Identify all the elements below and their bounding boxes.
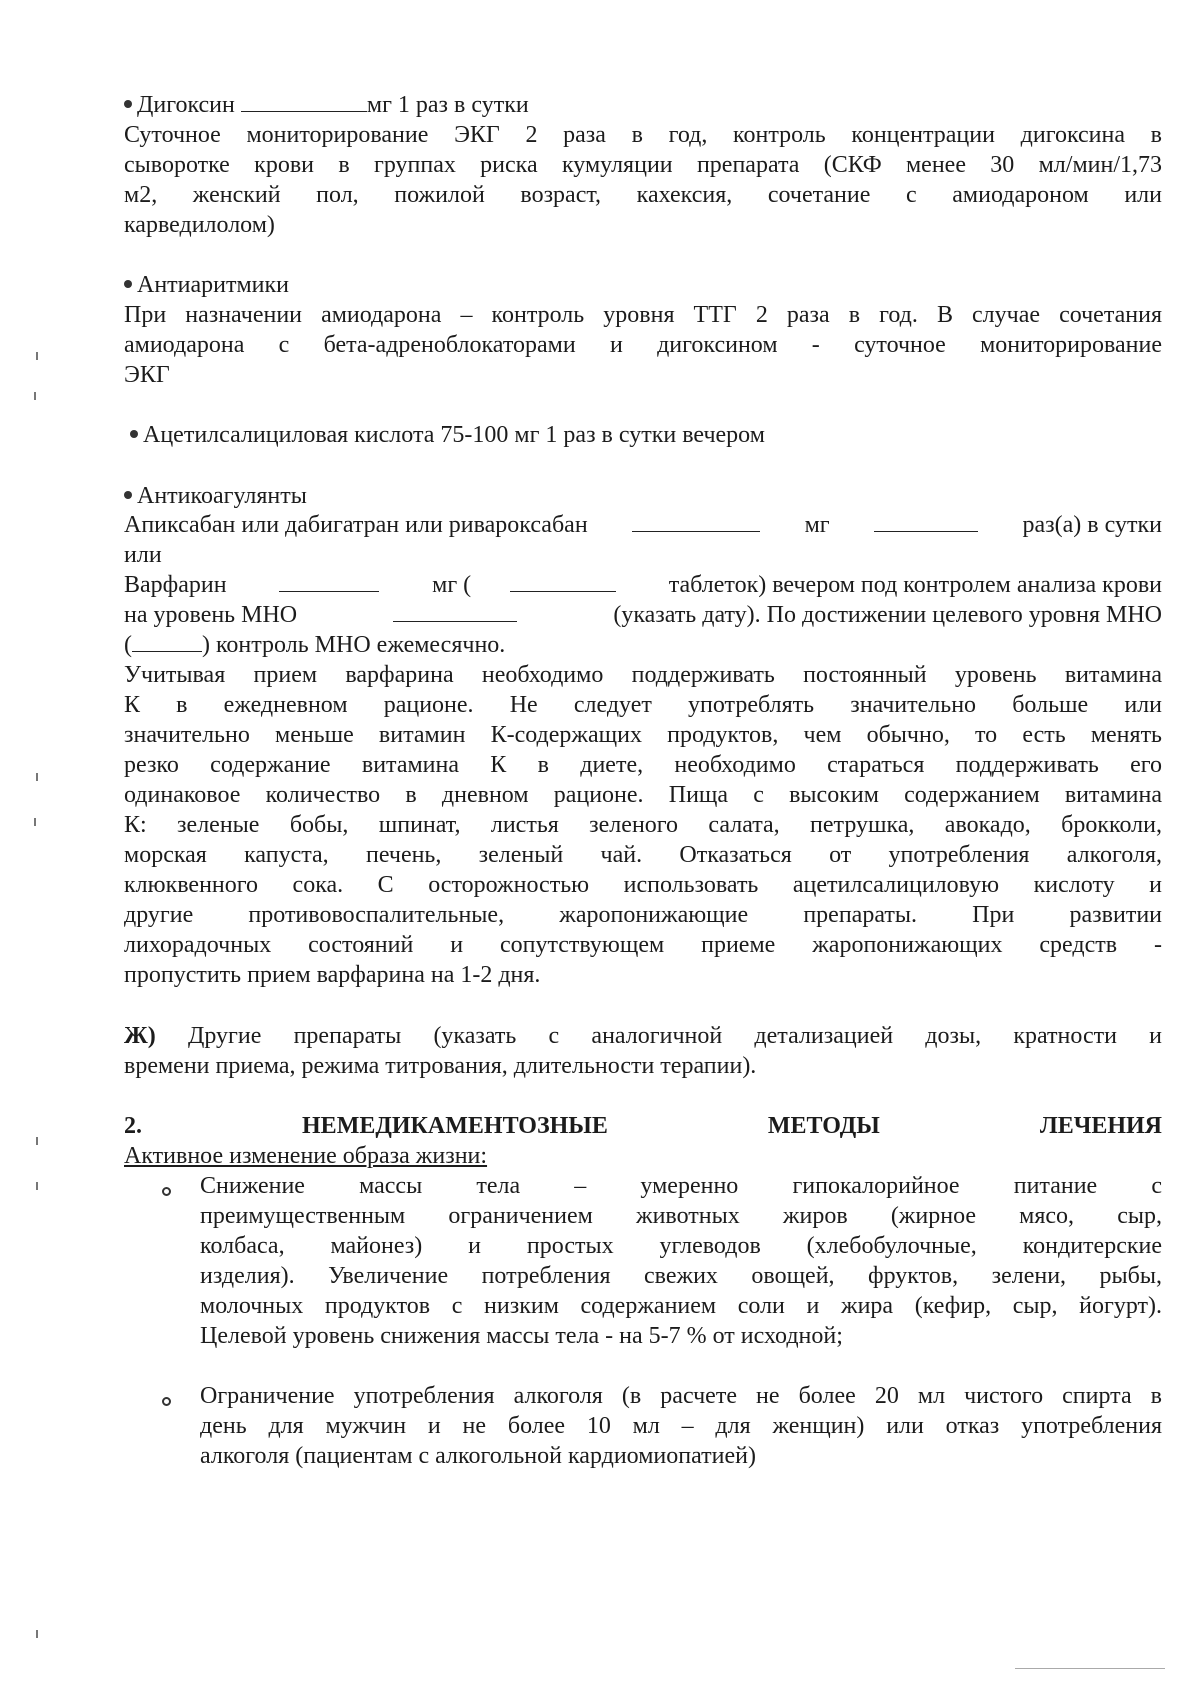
scan-mark: [34, 818, 36, 826]
paragraph-line: клюквенного сока. С осторожностью использовать ацетилсалициловую кислоту и: [124, 872, 1162, 898]
digoxin-title-line: [124, 90, 1162, 120]
paragraph-line: К: зеленые бобы, шпинат, листья зеленого салата, петрушка, авокадо, брокколи,: [124, 812, 1162, 838]
list-item-line: молочных продуктов с низким содержанием соли и жира (кефир, сыр, йогурт).: [200, 1293, 1162, 1319]
inr-line: [124, 600, 1162, 630]
inr-paren: (: [124, 632, 132, 658]
scan-mark: [36, 1137, 38, 1145]
bullet-icon: [162, 1184, 171, 1202]
doac-text: Апиксабан или дабигатран или ривароксабан: [124, 512, 588, 538]
list-item-line: преимущественным ограничением животных жиров (жирное мясо, сыр,: [200, 1203, 1162, 1229]
warfarin-line: [124, 570, 1162, 600]
digoxin-unit: мг 1 раз в сутки: [366, 92, 529, 118]
warfarin-text: таблеток) вечером под контролем анализа крови: [668, 572, 1162, 598]
list-item-line: изделия). Увеличение потребления свежих овощей, фруктов, зелени, рыбы,: [200, 1263, 1162, 1289]
bullet-icon: [130, 430, 138, 438]
other-drugs-label: Ж): [124, 1023, 156, 1049]
paragraph-line: ЭКГ: [124, 362, 170, 388]
bullet-icon: [124, 491, 132, 499]
list-item-line: алкоголя (пациентам с алкогольной кардиомиопатией): [200, 1443, 756, 1469]
scan-mark: [36, 1182, 38, 1190]
paragraph-line: м2, женский пол, пожилой возраст, кахексия, сочетание с амиодароном или: [124, 182, 1162, 208]
bullet-icon: [124, 280, 132, 288]
heading-word: НЕМЕДИКАМЕНТОЗНЫЕ: [302, 1113, 608, 1139]
paragraph-line: карведилолом): [124, 212, 275, 238]
warfarin-tablets-blank[interactable]: [510, 570, 616, 592]
doac-dose-blank[interactable]: [632, 510, 760, 532]
warfarin-unit: мг (: [432, 572, 472, 598]
scan-mark: [36, 1630, 38, 1638]
inr-label: на уровень МНО: [124, 602, 298, 628]
paragraph-line: Суточное мониторирование ЭКГ 2 раза в год, контроль концентрации дигоксина в: [124, 122, 1162, 148]
footer-rule: [1015, 1668, 1165, 1669]
paragraph-line: одинаковое количество в дневном рационе. Пища с высоким содержанием витамина: [124, 782, 1162, 808]
heading-word: МЕТОДЫ: [767, 1113, 880, 1139]
paragraph-line: резко содержание витамина К в диете, необходимо стараться поддерживать его: [124, 752, 1162, 778]
scan-mark: [34, 392, 36, 400]
paragraph-line: значительно меньше витамин К-содержащих продуктов, чем обычно, то есть менять: [124, 722, 1162, 748]
list-item-line: Снижение массы тела – умеренно гипокалорийное питание с: [200, 1173, 1162, 1199]
doac-unit: мг: [804, 512, 830, 538]
antiarrhythmics-title: Антиаритмики: [137, 272, 290, 298]
doac-line: [124, 510, 1162, 540]
inr-target-line: [124, 630, 1162, 660]
paragraph-line: лихорадочных состояний и сопутствующем приеме жаропонижающих средств -: [124, 932, 1162, 958]
or-text: или: [124, 542, 162, 568]
heading-word: ЛЕЧЕНИЯ: [1039, 1113, 1162, 1139]
scan-mark: [36, 773, 38, 781]
warfarin-label: Варфарин: [124, 572, 227, 598]
paragraph-line: Учитывая прием варфарина необходимо поддерживать постоянный уровень витамина: [124, 662, 1162, 688]
inr-date-blank[interactable]: [393, 600, 517, 622]
list-item-line: колбаса, майонез) и простых углеводов (хлебобулочные, кондитерские: [200, 1233, 1162, 1259]
antiarrhythmics-title-line: [124, 270, 1162, 300]
aspirin-line: [130, 420, 1168, 450]
aspirin-title: Ацетилсалициловая кислота 75-100 мг 1 раз в сутки вечером: [143, 422, 765, 448]
bullet-icon: [124, 100, 132, 108]
anticoagulants-title: Антикоагулянты: [137, 483, 307, 509]
scan-mark: [36, 352, 38, 360]
other-drugs-line: [124, 1021, 1162, 1051]
paragraph-line: пропустить прием варфарина на 1-2 дня.: [124, 962, 541, 988]
digoxin-dose-blank[interactable]: [241, 90, 367, 112]
list-item-line: Целевой уровень снижения массы тела - на 5-7 % от исходной;: [200, 1323, 843, 1349]
section-number: 2.: [124, 1113, 142, 1139]
paragraph-line: времени приема, режима титрования, длительности терапии).: [124, 1053, 757, 1079]
inr-target-blank[interactable]: [132, 630, 202, 652]
doac-freq-blank[interactable]: [874, 510, 978, 532]
paragraph-line: морская капуста, печень, зеленый чай. Отказаться от употребления алкоголя,: [124, 842, 1162, 868]
inr-target-text: ) контроль МНО ежемесячно.: [202, 632, 506, 658]
paragraph-line: При назначении амиодарона – контроль уровня ТТГ 2 раза в год. В случае сочетания: [124, 302, 1162, 328]
anticoagulants-title-line: [124, 481, 1162, 511]
bullet-icon: [162, 1394, 171, 1412]
inr-text: (указать дату). По достижении целевого уровня МНО: [613, 602, 1162, 628]
paragraph-line: другие противовоспалительные, жаропонижающие препараты. При развитии: [124, 902, 1162, 928]
list-item-line: день для мужчин и не более 10 мл – для женщин) или отказ употребления: [200, 1413, 1162, 1439]
section-2-heading: [124, 1111, 1162, 1141]
warfarin-dose-blank[interactable]: [279, 570, 379, 592]
section-2-subtitle: Активное изменение образа жизни:: [124, 1143, 488, 1169]
list-item-line: Ограничение употребления алкоголя (в расчете не более 20 мл чистого спирта в: [200, 1383, 1162, 1409]
paragraph-line: амиодарона с бета-адреноблокаторами и дигоксином - суточное мониторирование: [124, 332, 1162, 358]
paragraph-line: сыворотке крови в группах риска кумуляции препарата (СКФ менее 30 мл/мин/1,73: [124, 152, 1162, 178]
other-drugs-text: Другие препараты (указать с аналогичной детализацией дозы, кратности и: [187, 1023, 1163, 1049]
doac-freq: раз(а) в сутки: [1022, 512, 1162, 538]
paragraph-line: К в ежедневном рационе. Не следует употреблять значительно больше или: [124, 692, 1162, 718]
digoxin-title: Дигоксин: [137, 92, 235, 118]
